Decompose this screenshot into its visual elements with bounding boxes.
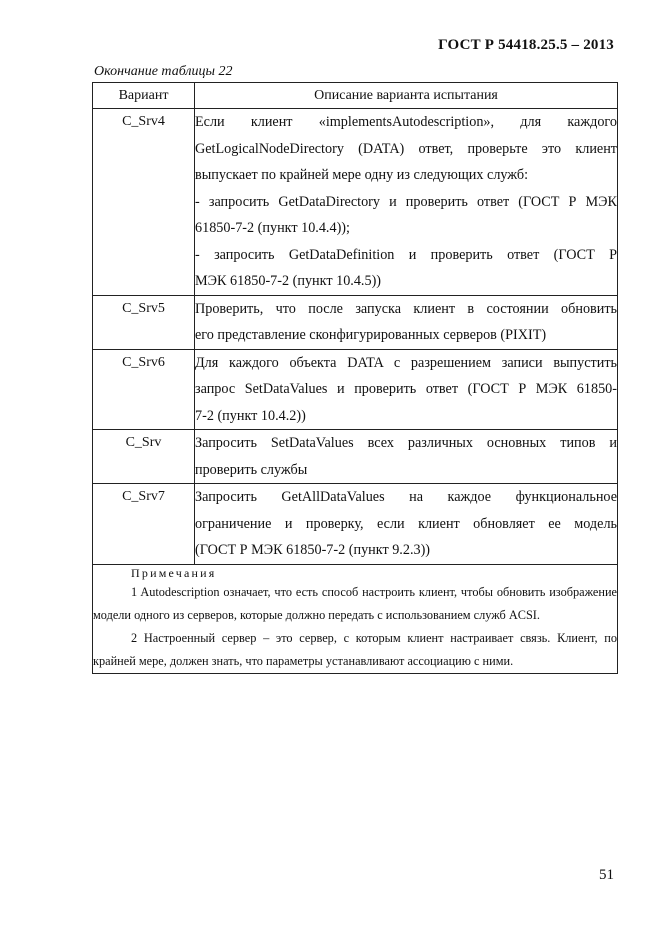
description-line: ограничение и проверку, если клиент обновляет ее модель bbox=[195, 515, 617, 532]
table-row bbox=[93, 484, 618, 565]
description-line: - запросить GetDataDirectory и проверить ответ (ГОСТ Р МЭК bbox=[195, 193, 617, 210]
description-line: 7-2 (пункт 10.4.2)) bbox=[195, 407, 306, 424]
description-line: запрос SetDataValues и проверить ответ (ГОСТ Р МЭК 61850- bbox=[195, 381, 617, 397]
description-cell bbox=[195, 349, 618, 430]
description-cell bbox=[195, 430, 618, 484]
variant-cell: C_Srv bbox=[93, 430, 195, 484]
description-line: МЭК 61850-7-2 (пункт 10.4.5)) bbox=[195, 273, 382, 289]
table-row bbox=[93, 349, 618, 430]
description-line: Запросить GetAllDataValues на каждое функциональное bbox=[195, 489, 617, 505]
description-line: GetLogicalNodeDirectory (DATA) ответ, проверьте это клиент bbox=[195, 140, 617, 157]
variant-cell: C_Srv6 bbox=[93, 349, 195, 430]
table-row bbox=[93, 109, 618, 296]
description-line: Проверить, что после запуска клиент в состоянии обновить bbox=[195, 300, 617, 317]
description-cell bbox=[195, 295, 618, 349]
description-line: Запросить SetDataValues всех различных основных типов и bbox=[195, 435, 617, 451]
description-line: (ГОСТ Р МЭК 61850-7-2 (пункт 9.2.3)) bbox=[195, 542, 431, 558]
description-cell bbox=[195, 484, 618, 565]
notes-row bbox=[93, 564, 618, 673]
variant-cell: C_Srv5 bbox=[93, 295, 195, 349]
description-line: выпускает по крайней мере одну из следующих служб: bbox=[195, 167, 529, 183]
notes-cell bbox=[93, 564, 618, 673]
note-item: 2 Настроенный сервер – это сервер, с которым клиент настраивает связь. Клиент, по крайней мере, должен знать, что параметры устанавливают ассоциацию с ними. bbox=[93, 630, 617, 668]
column-header-description: Описание варианта испытания bbox=[195, 83, 618, 109]
document-header: ГОСТ Р 54418.25.5 – 2013 bbox=[438, 37, 614, 53]
description-line: 61850-7-2 (пункт 10.4.4)); bbox=[195, 220, 350, 236]
column-header-variant: Вариант bbox=[93, 83, 195, 109]
variant-cell: C_Srv7 bbox=[93, 484, 195, 565]
note-item: 1 Autodescription означает, что есть способ настроить клиент, чтобы обновить изображение модели одного из серверов, которые должно передать с использованием служб ACSI. bbox=[93, 584, 617, 622]
table-caption: Окончание таблицы 22 bbox=[94, 64, 233, 79]
test-variants-table bbox=[92, 82, 618, 674]
notes-title: Примечания bbox=[131, 565, 217, 580]
page-number: 51 bbox=[599, 867, 614, 883]
description-line: проверить службы bbox=[195, 461, 308, 478]
variant-cell: C_Srv4 bbox=[93, 109, 195, 296]
description-line: Для каждого объекта DATA с разрешением записи выпустить bbox=[195, 354, 617, 371]
table-header-row bbox=[93, 83, 618, 109]
description-cell bbox=[195, 109, 618, 296]
table-row bbox=[93, 430, 618, 484]
description-line: его представление сконфигурированных серверов (PIXIT) bbox=[195, 327, 547, 343]
description-line: - запросить GetDataDefinition и проверить ответ (ГОСТ Р bbox=[195, 246, 617, 263]
table-row bbox=[93, 295, 618, 349]
description-line: Если клиент «implementsAutodescription», для каждого bbox=[195, 114, 617, 130]
